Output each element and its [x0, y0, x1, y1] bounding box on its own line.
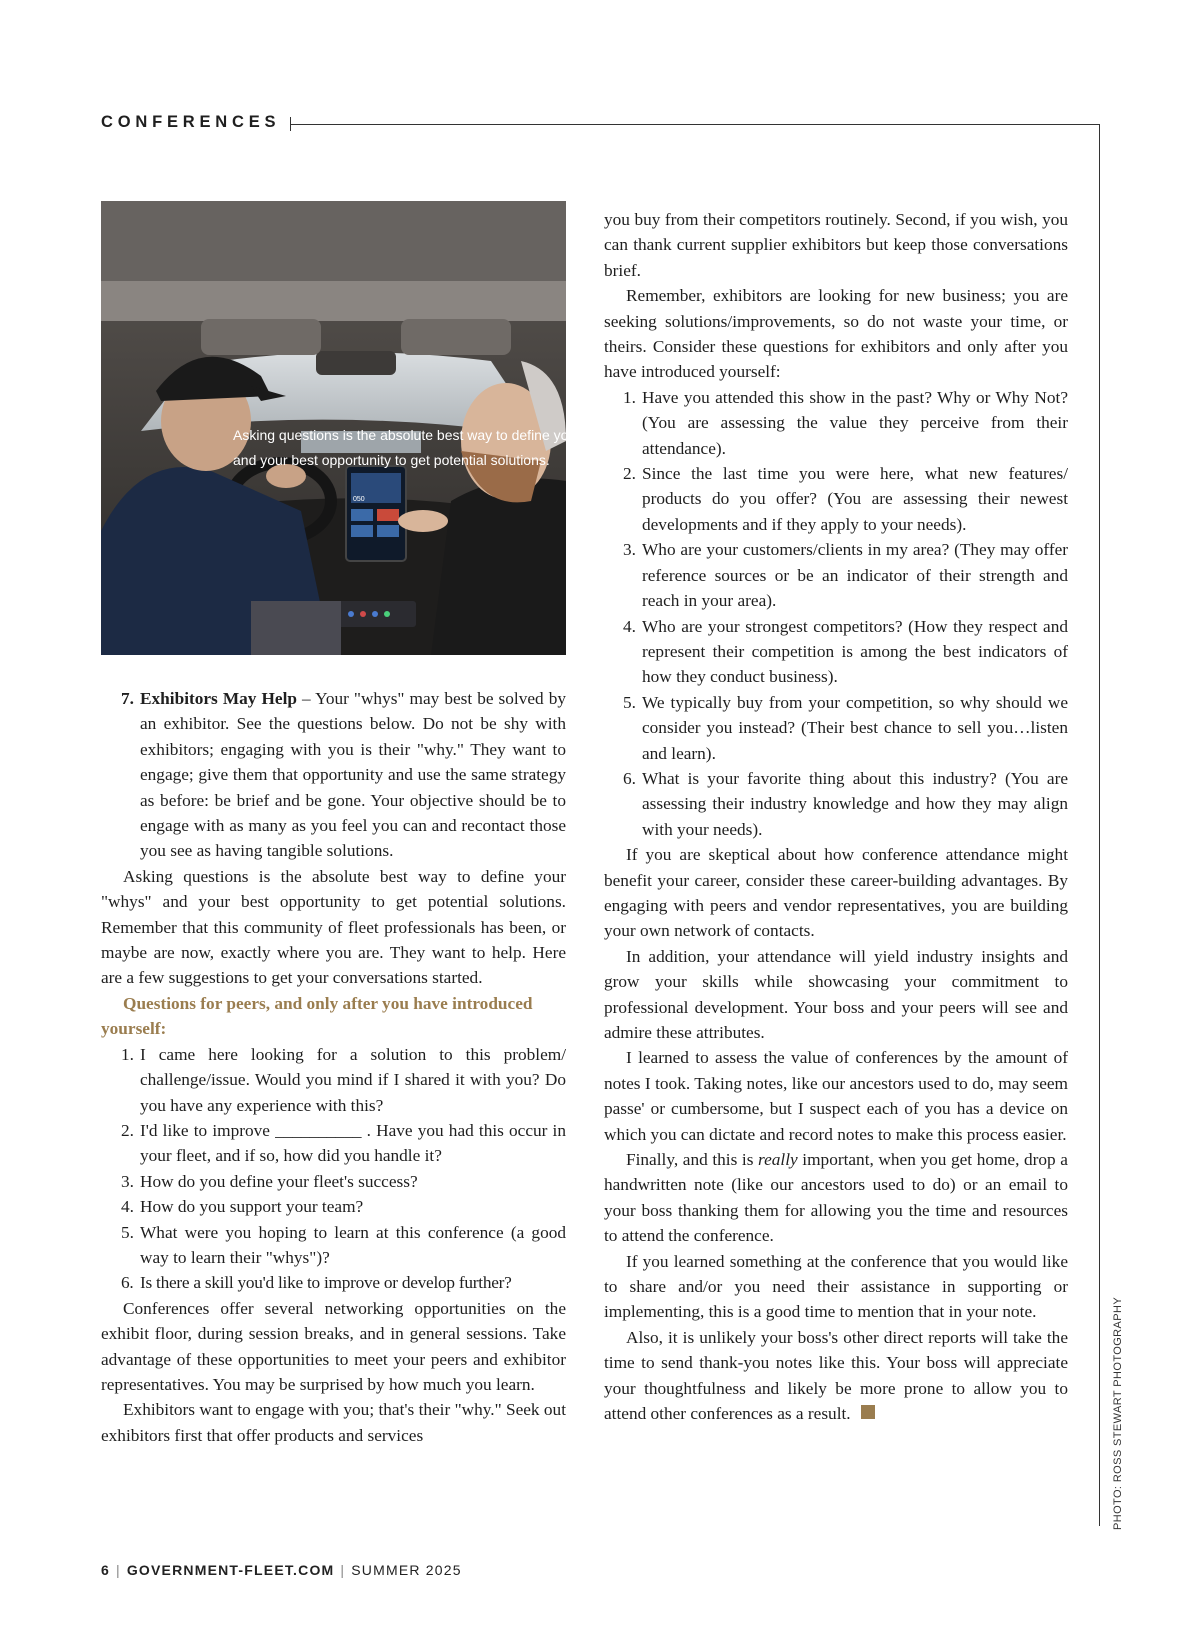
item-text: How do you support your team?: [140, 1197, 364, 1217]
item-number: 6.: [623, 768, 636, 788]
list-item: [101, 1042, 566, 1118]
list-item: [604, 385, 1068, 461]
paragraph: In addition, your attendance will yield industry insights and grow your skills while showcasing your commitment to professional development. Your boss and your peers will see and admire these attributes.: [604, 946, 1068, 1042]
item-number: 2.: [623, 464, 636, 484]
text-run: important, when you get home, drop a handwritten note (like our ancestors used to do) or an email to your boss thanking them for allowing you the time and resources to attend the conference.: [604, 1150, 1068, 1246]
list-item: [101, 1118, 566, 1169]
issue-label: SUMMER 2025: [351, 1562, 462, 1578]
item-number: 4.: [121, 1197, 134, 1217]
paragraph: you buy from their competitors routinely. Second, if you wish, you can thank current supplier exhibitors but keep those conversations brief.: [604, 210, 1068, 280]
item-text: How do you define your fleet's success?: [140, 1171, 418, 1191]
item-number: 2.: [121, 1120, 134, 1140]
site-name: GOVERNMENT-FLEET.COM: [126, 1562, 335, 1578]
list-item: [101, 1270, 566, 1295]
photo-caption: [233, 423, 633, 473]
paragraph: [604, 1147, 1068, 1249]
paragraph: I learned to assess the value of conferences by the amount of notes I took. Taking notes, like our ancestors used to do, may seem passe' or cumbersome, but I suspect each of you has a device on which you can dictate and record notes to make this process easier.: [604, 1048, 1068, 1144]
item-number: 1.: [623, 387, 636, 407]
page-footer: [101, 1562, 462, 1578]
text-run: Also, it is unlikely your boss's other direct reports will take the time to send thank-you notes like this. Your boss will appreciate your thoughtfulness and likely be more prone to allow you to attend other conferences as a result.: [604, 1327, 1068, 1424]
paragraph: If you are skeptical about how conference attendance might benefit your career, consider these career-building advantages. By engaging with peers and vendor representatives, you are building your own network of contacts.: [604, 845, 1068, 941]
infotainment-screen-icon: [346, 466, 406, 561]
list-item: [101, 686, 566, 864]
end-mark-icon: [861, 1405, 875, 1419]
article-photo: [101, 201, 627, 655]
emphasis: really: [758, 1150, 798, 1170]
item-number: 4.: [623, 616, 636, 636]
list-item: [101, 1220, 566, 1271]
exhibitor-questions-list: [604, 385, 1068, 842]
right-column: [604, 207, 1068, 1427]
paragraph: Exhibitors want to engage with you; that's their "why." Seek out exhibitors first that offer products and services: [101, 1400, 566, 1445]
footer-separator: |: [116, 1562, 121, 1578]
item-number: 3.: [623, 540, 636, 560]
list-item: [101, 1169, 566, 1194]
item-title: Exhibitors May Help: [140, 689, 297, 708]
photo-credit: PHOTO: ROSS STEWART PHOTOGRAPHY: [1112, 1296, 1124, 1530]
item-number: 3.: [121, 1171, 134, 1191]
list-item: [101, 1194, 566, 1219]
item-text: – Your "whys" may best be solved by an exhibitor. See the questions below. Do not be shy with exhibitors; engaging with you is their "why." They want to engage; give them that opportunity and use the same strategy as before: be brief and be gone. Your objective should be to engage with as many as you feel you can and recontact those you see as having tangible solutions.: [140, 689, 566, 861]
peer-questions-list: [101, 1042, 566, 1296]
list-item: [604, 690, 1068, 766]
header-rule: [290, 124, 1100, 125]
list-item: [604, 461, 1068, 537]
item-number: 5.: [121, 1222, 134, 1242]
item-text: What is your favorite thing about this industry? (You are assessing their industry knowledge and how they may align with your needs).: [642, 768, 1068, 839]
subheading: Questions for peers, and only after you have introduced yourself:: [101, 993, 533, 1039]
item-number: 1.: [121, 1044, 134, 1064]
caption-line-2: and your best opportunity to get potential solutions.: [233, 452, 550, 468]
screen-label: 050: [353, 496, 365, 503]
paragraph: Remember, exhibitors are looking for new business; you are seeking solutions/improvements, so do not waste your time, or theirs. Consider these questions for exhibitors and only after you have introduced yourself:: [604, 286, 1068, 382]
caption-line-1: Asking questions is the absolute best way to define your "whys": [233, 427, 627, 443]
paragraph: Asking questions is the absolute best way to define your "whys" and your best opportunity to get potential solutions. Remember that this community of fleet professionals has been, or maybe are now, exactly where you are. They want to help. Here are a few suggestions to get your conversations started.: [101, 866, 566, 988]
paragraph: Conferences offer several networking opportunities on the exhibit floor, during session breaks, and in general sessions. Take advantage of these opportunities to meet your peers and exhibitor representatives. You may be surprised by how much you learn.: [101, 1298, 566, 1394]
paragraph: [604, 1325, 1068, 1427]
list-item: [604, 614, 1068, 690]
left-column: [101, 686, 566, 1448]
item-text: I'd like to improve __________ . Have you had this occur in your fleet, and if so, how did you handle it?: [140, 1120, 566, 1166]
footer-separator: |: [340, 1562, 346, 1578]
paragraph: If you learned something at the conference that you would like to share and/or you need their assistance in supporting or implementing, this is a good time to mention that in your note.: [604, 1251, 1068, 1322]
item-number: 6.: [121, 1273, 134, 1293]
item-text: Have you attended this show in the past? Why or Why Not? (You are assessing the value they perceive from their attendance).: [642, 387, 1068, 458]
list-item: [604, 537, 1068, 613]
item-text: Who are your customers/clients in my area? (They may offer reference sources or be an indicator of their strength and reach in your area).: [642, 540, 1068, 611]
item-text: I came here looking for a solution to this problem/ challenge/issue. Would you mind if I shared it with you? Do you have any experience with this?: [140, 1044, 566, 1115]
section-label: CONFERENCES: [101, 113, 281, 131]
list-item: [604, 766, 1068, 842]
item-number: 7.: [121, 689, 134, 708]
item-text: What were you hoping to learn at this conference (a good way to learn their "whys")?: [140, 1222, 566, 1267]
item-number: 5.: [623, 692, 636, 712]
text-run: Finally, and this is: [626, 1150, 759, 1170]
page-number: 6: [101, 1562, 110, 1578]
right-margin-rule: [1099, 124, 1100, 1526]
item-text: Who are your strongest competitors? (How they respect and represent their competition is among the best indicators of how they conduct business).: [642, 616, 1068, 687]
item-text: Is there a skill you'd like to improve or develop further?: [140, 1273, 512, 1293]
item-text: Since the last time you were here, what new features/ products do you offer? (You are assessing their newest developments and if they apply to your needs).: [642, 464, 1068, 534]
item-text: We typically buy from your competition, so why should we consider you instead? (Their best chance to sell you…listen and learn).: [642, 692, 1068, 763]
